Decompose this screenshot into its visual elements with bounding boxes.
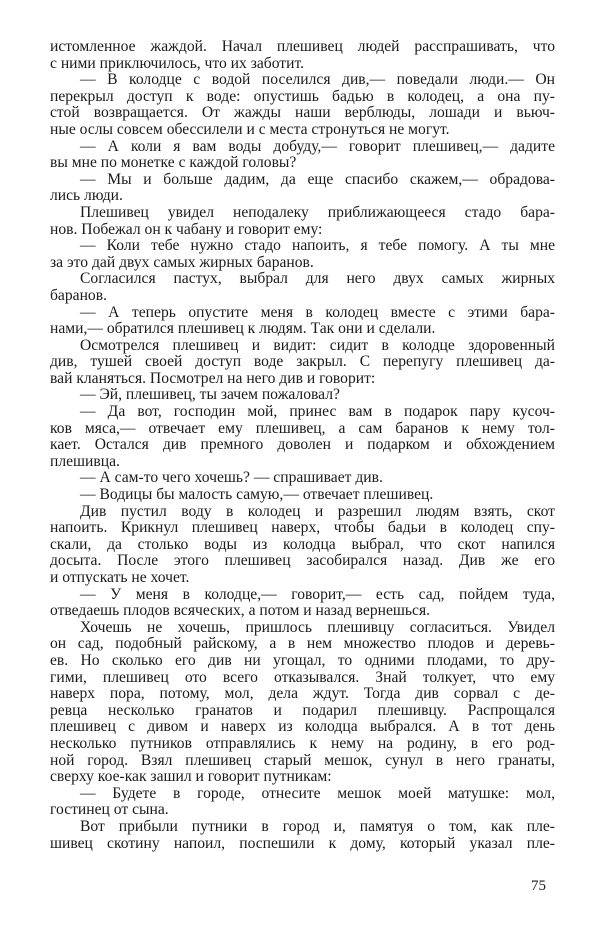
paragraph bbox=[50, 387, 555, 404]
paragraph bbox=[50, 305, 555, 338]
text-line: нами,— обратился плешивец к людям. Так они и сделали. bbox=[50, 320, 436, 338]
text-line: Вот прибыли путники в город и, памятуя о том, как пле- bbox=[80, 817, 555, 835]
text-line: — Коли тебе нужно стадо напоить, я тебе помогу. А ты мне bbox=[80, 237, 555, 255]
paragraph bbox=[50, 470, 555, 487]
text-line: несколько путников отправлялись к нему на родину, в его род- bbox=[50, 734, 555, 752]
text-line: перекрыл доступ к воде: опустишь бадью в колодец, а она пу- bbox=[50, 87, 555, 105]
text-line: истомленное жаждой. Начал плешивец людей расспрашивать, что bbox=[50, 38, 555, 55]
text-line: див, тушей своей доступ воде закрыл. С перепугу плешивец да- bbox=[50, 353, 555, 371]
text-line: Хочешь не хочешь, пришлось плешивцу согласиться. Увидел bbox=[80, 618, 555, 636]
paragraph bbox=[50, 338, 555, 388]
page-body-text bbox=[50, 39, 555, 852]
text-line: — У меня в колодце,— говорит,— есть сад, пойдем туда, bbox=[80, 585, 555, 603]
paragraph bbox=[50, 819, 555, 852]
paragraph bbox=[50, 587, 555, 620]
text-line: — В колодце с водой поселился див,— поведали люди.— Он bbox=[80, 71, 555, 89]
paragraph bbox=[50, 404, 555, 470]
paragraph bbox=[50, 205, 555, 238]
text-line: нов. Побежал он к чабану и говорит ему: bbox=[50, 220, 323, 238]
paragraph bbox=[50, 487, 555, 504]
text-line: ные ослы совсем обессилели и с места стронуться не могут. bbox=[50, 120, 450, 138]
text-line: он сад, подобный райскому, а в нем множество плодов и деревь- bbox=[50, 635, 555, 653]
paragraph bbox=[50, 504, 555, 587]
text-line: напоить. Крикнул плешивец наверх, чтобы бадьи в колодец спу- bbox=[50, 519, 555, 537]
text-line: стой возвращается. От жажды наши верблюды, лошади и вьюч- bbox=[50, 104, 555, 122]
paragraph bbox=[50, 139, 555, 172]
text-line: ков мяса,— отвечает ему плешивец, а сам баранов к нему тол- bbox=[50, 419, 555, 437]
paragraph bbox=[50, 238, 555, 271]
text-line: ев. Но сколько его див ни угощал, то одними плодами, то дру- bbox=[50, 651, 555, 669]
paragraph bbox=[50, 72, 555, 138]
page-number: 75 bbox=[531, 878, 546, 894]
text-line: — А коли я вам воды добуду,— говорит плешивец,— дадите bbox=[80, 137, 555, 155]
paragraph bbox=[50, 786, 555, 819]
text-line: скали, да столько воды из колодца выбрал, что скот напился bbox=[50, 535, 555, 553]
text-line: досыта. После этого плешивец засобирался назад. Див же его bbox=[50, 552, 555, 570]
text-line: гими, плешивец ото всего отказывался. Знай толкует, что ему bbox=[50, 668, 555, 686]
text-line: — А теперь опустите меня в колодец вместе с этими бара- bbox=[80, 303, 555, 321]
paragraph bbox=[50, 39, 555, 72]
text-line: вы мне по монетке с каждой головы? bbox=[50, 154, 297, 172]
text-line: вай кланяться. Посмотрел на него див и говорит: bbox=[50, 369, 376, 387]
text-line: ревца несколько гранатов и подарил плешивцу. Распрощался bbox=[50, 701, 555, 719]
text-line: — Мы и больше дадим, да еще спасибо скажем,— обрадова- bbox=[80, 170, 555, 188]
paragraph bbox=[50, 271, 555, 304]
text-line: и отпускать не хочет. bbox=[50, 569, 190, 586]
text-line: Див пустил воду в колодец и разрешил людям взять, скот bbox=[80, 502, 555, 520]
text-line: Согласился пастух, выбрал для него двух самых жирных bbox=[80, 270, 555, 288]
text-line: наверх пора, потому, мол, дела ждут. Тогда див сорвал с де- bbox=[50, 685, 555, 703]
paragraph bbox=[50, 620, 555, 786]
text-line: с ними приключилось, что их заботит. bbox=[50, 54, 304, 72]
text-line: Осмотрелся плешивец и видит: сидит в колодце здоровенный bbox=[80, 336, 555, 354]
text-line: отведаешь плодов всяческих, а потом и назад вернешься. bbox=[50, 602, 431, 620]
text-line: ной город. Взял плешивец старый мешок, сунул в него гранаты, bbox=[50, 751, 555, 769]
text-line: — А сам-то чего хочешь? — спрашивает див. bbox=[80, 469, 383, 487]
paragraph bbox=[50, 172, 555, 205]
text-line: — Водицы бы малость самую,— отвечает плешивец. bbox=[80, 486, 434, 504]
text-line: Плешивец увидел неподалеку приближающееся стадо бара- bbox=[80, 203, 555, 221]
text-line: кает. Остался див премного доволен и подарком и обхождением bbox=[50, 436, 555, 454]
text-line: — Да вот, господин мой, принес вам в подарок пару кусоч- bbox=[80, 403, 555, 421]
text-line: сверху кое-как зашил и говорит путникам: bbox=[50, 768, 332, 786]
text-line: гостинец от сына. bbox=[50, 801, 169, 819]
text-line: — Будете в городе, отнесите мешок моей матушке: мол, bbox=[80, 784, 555, 802]
text-line: плешивца. bbox=[50, 452, 120, 470]
text-line: лись люди. bbox=[50, 187, 123, 205]
text-line: шивец скотину напоил, поспешили к дому, который указал пле- bbox=[50, 834, 555, 852]
text-line: за это дай двух самых жирных баранов. bbox=[50, 253, 314, 271]
text-line: — Эй, плешивец, ты зачем пожаловал? bbox=[80, 386, 340, 404]
text-line: плешивец с дивом и наверх из колодца выбрался. А в тот день bbox=[50, 718, 555, 736]
text-line: баранов. bbox=[50, 286, 107, 304]
